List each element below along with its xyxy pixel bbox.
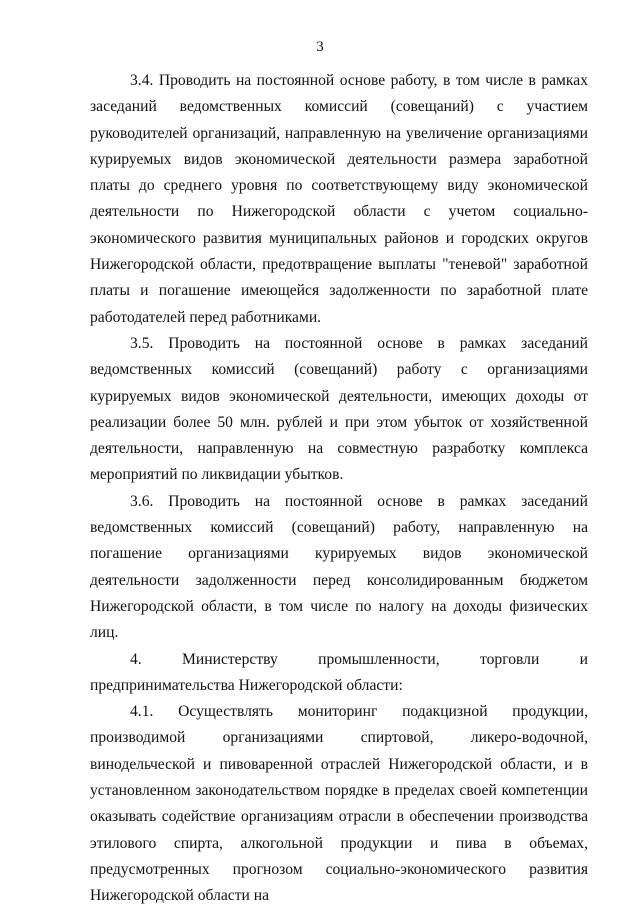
document-body [90, 68, 588, 910]
paragraph-3-6: 3.6. Проводить на постоянной основе в рамках заседаний ведомственных комиссий (совещаний) работу, направленную на погашение организациями курируемых видов экономической деятельности задолженности перед консолидированным бюджетом Нижегородской области, в том числе по налогу на доходы физических лиц. [90, 492, 588, 642]
paragraph-4: 4. Министерству промышленности, торговли и предпринимательства Нижегородской области: [90, 650, 588, 694]
page-number: 3 [316, 39, 324, 55]
paragraph-3-4: 3.4. Проводить на постоянной основе работу, в том числе в рамках заседаний ведомственных комиссий (совещаний) с участием руководителей организаций, направленную на увеличение организациями курируемых видов экономической деятельности размера заработной платы до среднего уровня по соответствующему виду экономической деятельности по Нижегородской области с учетом социально-экономического развития муниципальных районов и городских округов Нижегородской области, предотвращение выплаты "теневой" заработной платы и погашение имеющейся задолженности по заработной плате работодателей перед работниками. [90, 72, 588, 326]
paragraph-4-1: 4.1. Осуществлять мониторинг подакцизной продукции, производимой организациями спиртовой, ликеро-водочной, винодельческой и пивоваренной отраслей Нижегородской области, и в установленном законодательством порядке в пределах своей компетенции оказывать содействие организациям отрасли в обеспечении производства этилового спирта, алкогольной продукции и пива в объемах, предусмотренных прогнозом социально-экономического развития Нижегородской области на [90, 703, 588, 905]
paragraph-3-5: 3.5. Проводить на постоянной основе в рамках заседаний ведомственных комиссий (совещаний) работу с организациями курируемых видов экономической деятельности, имеющих доходы от реализации более 50 млн. рублей и при этом убыток от хозяйственной деятельности, направленную на совместную разработку комплекса мероприятий по ликвидации убытков. [90, 334, 588, 484]
